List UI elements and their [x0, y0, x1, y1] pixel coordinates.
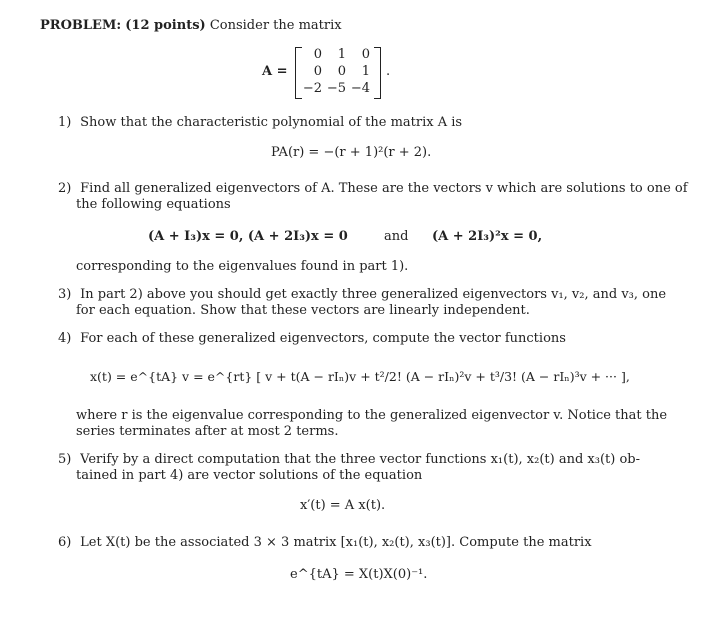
- item-1: [58, 115, 462, 130]
- matrix-cell: 1: [361, 64, 370, 79]
- item-3: [58, 287, 666, 302]
- item-5-line-2: tained in part 4) are vector solutions of the equation: [76, 468, 423, 483]
- item-4-line-2: where r is the eigenvalue corresponding to the generalized eigenvector v. Notice that the: [76, 408, 668, 423]
- intro-text: Consider the matrix: [209, 18, 342, 33]
- item-2: [58, 181, 688, 196]
- item-text-line-1: Verify by a direct computation that the three vector functions x₁(t), x₂(t) and x₃(t) ob-: [80, 452, 640, 467]
- series-equation: x(t) = e^{tA} v = e^{rt} [ v + t(A − rIₙ)v + t²/2! (A − rIₙ)²v + t³/3! (A − rIₙ)³v + ··· ],: [90, 369, 630, 384]
- problem-header: [40, 18, 342, 33]
- item-text-line-1: For each of these generalized eigenvectors, compute the vector functions: [80, 331, 566, 346]
- matrix-exponential-equation: e^{tA} = X(t)X(0)⁻¹.: [290, 567, 428, 582]
- item-5: [58, 452, 640, 467]
- item-4: [58, 331, 566, 346]
- matrix-right-bracket: [374, 47, 381, 99]
- item-text-line-1: Let X(t) be the associated 3 × 3 matrix [x₁(t), x₂(t), x₃(t)]. Compute the matrix: [80, 535, 592, 550]
- problem-label: PROBLEM:: [40, 18, 122, 33]
- item-6: [58, 535, 592, 550]
- matrix-cell: −2: [302, 81, 322, 96]
- item-number: 6): [58, 535, 72, 550]
- item-2-line-3: corresponding to the eigenvalues found in part 1).: [76, 259, 409, 274]
- matrix-cell: 0: [313, 64, 322, 79]
- item-number: 5): [58, 452, 72, 467]
- item-number: 2): [58, 181, 72, 196]
- matrix-cell: 0: [361, 47, 370, 62]
- item-3-line-2: for each equation. Show that these vectors are linearly independent.: [76, 303, 530, 318]
- matrix-period: .: [386, 64, 391, 79]
- item-number: 1): [58, 115, 72, 130]
- points-label: (12 points): [125, 18, 206, 33]
- matrix-cell: 1: [337, 47, 346, 62]
- eigen-equations-left: (A + I₃)x = 0, (A + 2I₃)x = 0: [148, 229, 348, 244]
- item-number: 3): [58, 287, 72, 302]
- matrix-name: A =: [262, 64, 288, 79]
- item-text: Show that the characteristic polynomial of the matrix A is: [80, 115, 463, 130]
- characteristic-polynomial-equation: PA(r) = −(r + 1)²(r + 2).: [271, 145, 432, 160]
- item-4-line-3: series terminates after at most 2 terms.: [76, 424, 339, 439]
- item-text-line-1: In part 2) above you should get exactly three generalized eigenvectors v₁, v₂, and v₃, one: [80, 287, 667, 302]
- matrix-cell: −5: [326, 81, 346, 96]
- eigen-equations-and: and: [384, 229, 409, 244]
- matrix-cell: −4: [350, 81, 370, 96]
- matrix-cell: 0: [313, 47, 322, 62]
- matrix-cell: 0: [337, 64, 346, 79]
- item-number: 4): [58, 331, 72, 346]
- item-text-line-1: Find all generalized eigenvectors of A. These are the vectors v which are solutions to one of: [80, 181, 688, 196]
- eigen-equations-right: (A + 2I₃)²x = 0,: [432, 229, 543, 244]
- item-2-line-2: the following equations: [76, 197, 231, 212]
- ode-equation: x′(t) = A x(t).: [300, 498, 386, 513]
